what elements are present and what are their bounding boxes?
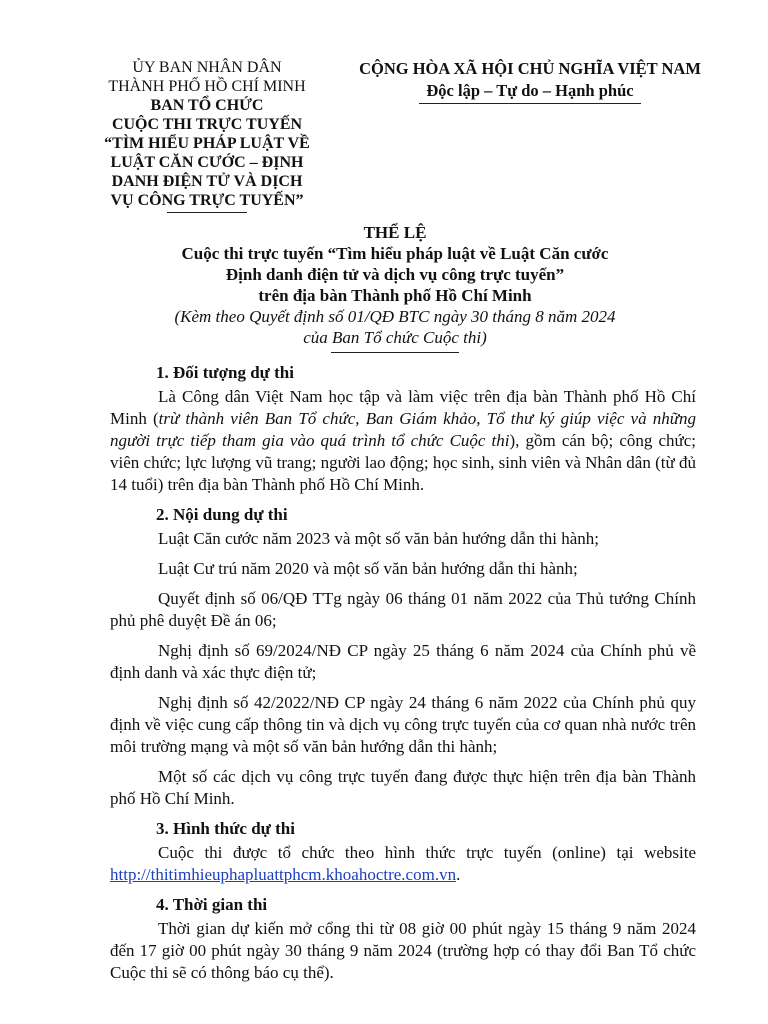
- s2-item-4: Nghị định số 69/2024/NĐ CP ngày 25 tháng 6 năm 2024 của Chính phủ về định danh và xác thực điện tử;: [110, 641, 696, 682]
- issuer-line-1: ỦY BAN NHÂN DÂN: [132, 59, 282, 76]
- issuer-line-2: THÀNH PHỐ HỒ CHÍ MINH: [108, 78, 306, 95]
- issuer-line-8: VỤ CÔNG TRỰC TUYẾN”: [110, 192, 304, 209]
- s1-text-b: ), gồm cán bộ; công chức; viên chức; lực lượng vũ trang; người lao động; học sinh, sinh viên và Nhân dân (từ đủ 14 tuổi) trên địa bàn Thành phố Hồ Chí Minh.: [110, 431, 696, 494]
- issuer-header: [82, 58, 332, 213]
- title-underline: [331, 352, 459, 353]
- issuer-line-6: LUẬT CĂN CƯỚC – ĐỊNH: [110, 154, 304, 171]
- issuer-line-5: “TÌM HIỂU PHÁP LUẬT VỀ: [104, 135, 310, 152]
- s2-item-1: Luật Căn cước năm 2023 và một số văn bản hướng dẫn thi hành;: [158, 529, 600, 548]
- national-header: [340, 58, 720, 104]
- issuer-line-7: DANH ĐIỆN TỬ VÀ DỊCH: [111, 173, 303, 190]
- s1-text-a: Là Công dân Việt Nam học tập và làm việc trên địa bàn Thành phố Hồ Chí Minh (: [110, 387, 696, 428]
- s2-item-5: Nghị định số 42/2022/NĐ CP ngày 24 tháng 6 năm 2022 của Chính phủ quy định về việc cung cấp thông tin và dịch vụ công trực tuyến của cơ quan nhà nước trên môi trường mạng và một số văn bản hướng dẫn thi hành;: [110, 693, 696, 756]
- document-body: [110, 356, 696, 992]
- s2-item-3: Quyết định số 06/QĐ TTg ngày 06 tháng 01 năm 2022 của Thủ tướng Chính phủ phê duyệt Đề án 06;: [110, 589, 696, 630]
- section-heading-1: 1. Đối tượng dự thi: [156, 363, 294, 382]
- s1-text-italic: trừ thành viên Ban Tổ chức, Ban Giám khảo, Tổ thư ký giúp việc và những người trực tiếp tham gia vào quá trình tổ chức Cuộc thi: [110, 409, 696, 450]
- s2-item-6: Một số các dịch vụ công trực tuyến đang được thực hiện trên địa bàn Thành phố Hồ Chí Minh.: [110, 767, 696, 808]
- s3-end: .: [456, 865, 461, 884]
- title-line-3: trên địa bàn Thành phố Hồ Chí Minh: [258, 286, 532, 305]
- national-title: CỘNG HÒA XÃ HỘI CHỦ NGHĨA VIỆT NAM: [359, 59, 701, 78]
- national-motto: Độc lập – Tự do – Hạnh phúc: [426, 81, 634, 100]
- issuer-line-4: CUỘC THI TRỰC TUYẾN: [111, 116, 303, 133]
- title-line-2: Định danh điện tử và dịch vụ công trực tuyến”: [225, 265, 565, 284]
- section-heading-3: 3. Hình thức dự thi: [156, 819, 295, 838]
- motto-underline: [419, 103, 641, 104]
- issuer-line-3: BAN TỔ CHỨC: [150, 97, 264, 114]
- title-note-1: (Kèm theo Quyết định số 01/QĐ BTC ngày 30 tháng 8 năm 2024: [174, 307, 616, 326]
- section-heading-4: 4. Thời gian thi: [156, 895, 268, 914]
- document-title: THỂ LỆ: [363, 223, 427, 242]
- section-heading-2: 2. Nội dung dự thi: [156, 505, 288, 524]
- title-note-2: của Ban Tổ chức Cuộc thi): [303, 328, 487, 347]
- section-4-paragraph: Thời gian dự kiến mở cổng thi từ 08 giờ 00 phút ngày 15 tháng 9 năm 2024 đến 17 giờ 00 phút ngày 30 tháng 9 năm 2024 (trường hợp có thay đổi Ban Tổ chức Cuộc thi sẽ có thông báo cụ thể).: [110, 919, 696, 982]
- section-1-paragraph: [110, 386, 696, 496]
- title-line-1: Cuộc thi trực tuyến “Tìm hiểu pháp luật về Luật Căn cước: [181, 244, 609, 263]
- contest-website-link[interactable]: http://thitimhieuphapluattphcm.khoahoctre.com.vn: [110, 865, 457, 884]
- document-title-block: [100, 222, 690, 353]
- s3-text: Cuộc thi được tổ chức theo hình thức trực tuyến (online) tại website: [158, 843, 696, 862]
- section-3-paragraph: [110, 842, 696, 886]
- s2-item-2: Luật Cư trú năm 2020 và một số văn bản hướng dẫn thi hành;: [158, 559, 578, 578]
- issuer-underline: [167, 212, 247, 213]
